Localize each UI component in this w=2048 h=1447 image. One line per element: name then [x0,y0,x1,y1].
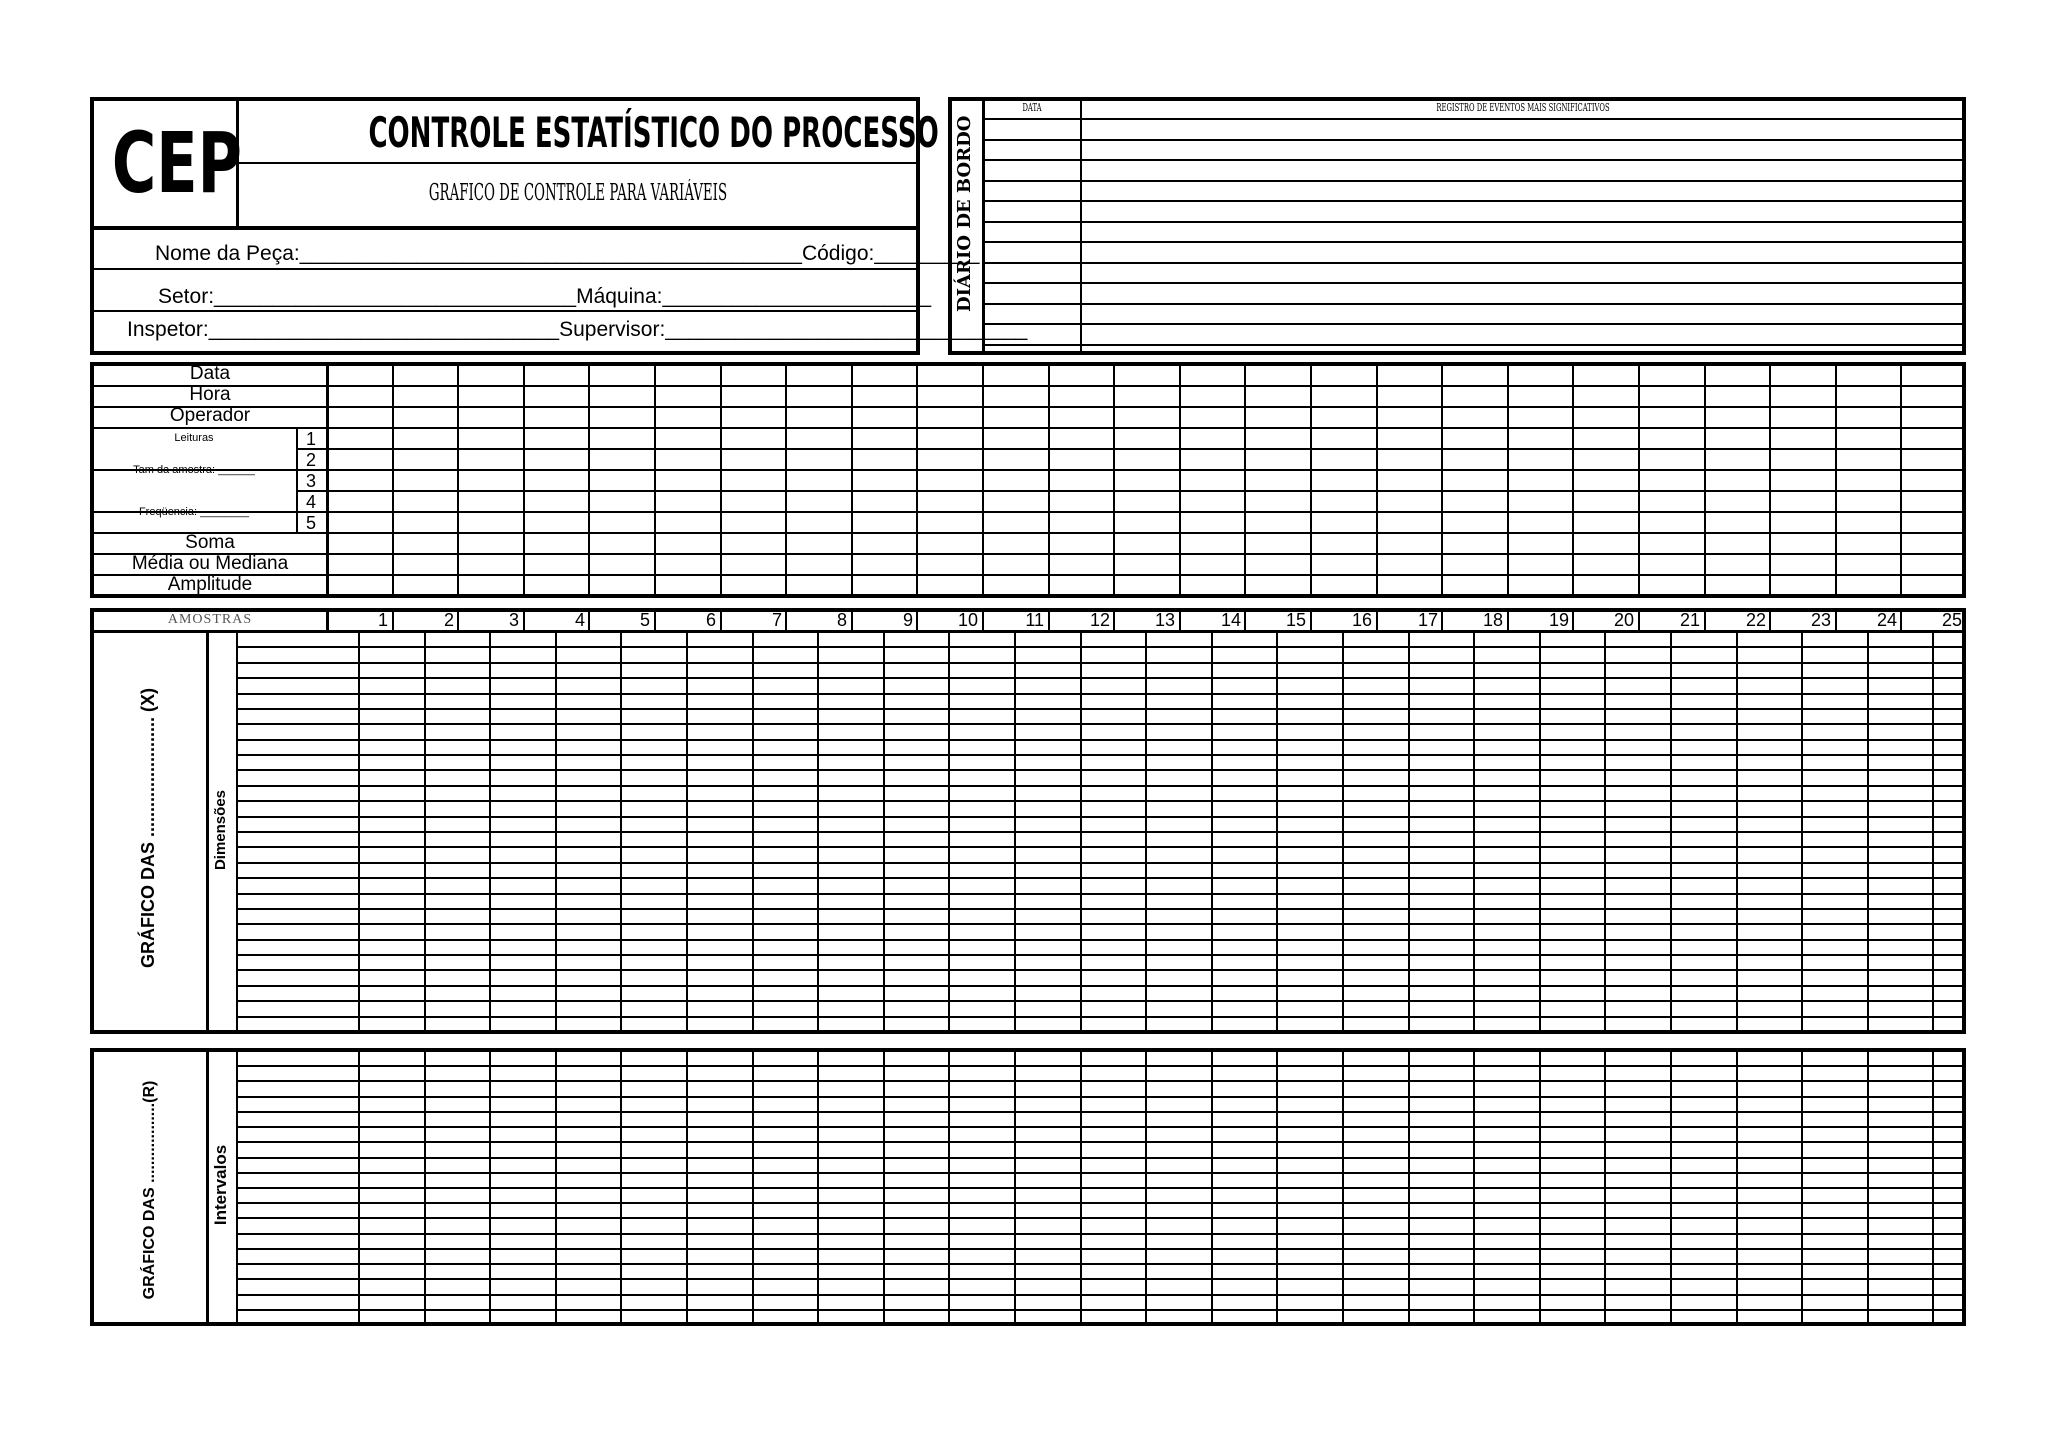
x-grid-col-line [1473,631,1475,1031]
page-subtitle: GRAFICO DE CONTROLE PARA VARIÁVEIS [428,180,728,206]
reading-number: 5 [305,513,316,533]
amostras-col-divider [1048,610,1050,631]
data-col-divider [1310,362,1312,598]
diario-col-divider [1080,97,1082,355]
r-grid-row-line [236,1141,1964,1143]
x-grid-row-line [236,739,1964,741]
r-grid-col-line [1736,1050,1738,1324]
amostras-col-divider [1179,610,1181,631]
x-grid-row-line [236,754,1964,756]
diario-row-line [982,344,1964,346]
inspector-field[interactable]: Inspetor:______________________________Supervisor:_______________________________ [127,318,1028,341]
data-col-divider [1769,362,1771,598]
r-grid-col-line [1211,1050,1213,1324]
x-grid-col-line [1867,631,1869,1031]
diario-row-line [982,180,1964,182]
data-table [90,362,1966,598]
row-label-media: Média ou Mediana [131,553,289,574]
amostras-col-divider [1507,610,1509,631]
sample-number: 1 [377,610,388,630]
x-chart-title: GRÁFICO DAS ........................ (X) [138,687,158,969]
r-grid-row-line [236,1111,1964,1113]
r-grid-row-line [236,1187,1964,1189]
r-grid-col-line [424,1050,426,1324]
data-col-divider [457,362,459,598]
amostras-label: AMOSTRAS [167,612,253,627]
x-grid-row-line [236,893,1964,895]
data-row-line [90,406,1966,408]
diario-row-line [982,282,1964,284]
r-grid-col-line [1801,1050,1803,1324]
x-grid-col-line [1276,631,1278,1031]
logo: CEP [111,114,242,212]
x-chart-title-divider [206,631,209,1031]
sample-number: 12 [1089,610,1110,630]
header-divider-2 [90,226,920,230]
sample-number: 9 [902,610,913,630]
x-grid-col-line [1539,631,1541,1031]
leituras-label: Leituras [174,432,214,444]
data-row-line [296,469,1966,471]
r-grid-col-line [1473,1050,1475,1324]
page-title: CONTROLE ESTATÍSTICO DO PROCESSO [368,108,939,157]
amostras-col-divider [1113,610,1115,631]
amostras-col-divider [1572,610,1574,631]
data-row-line [90,532,1966,534]
data-col-divider [1704,362,1706,598]
sample-number: 14 [1220,610,1241,630]
row-label-operador: Operador [169,405,251,426]
x-grid-col-line [358,631,360,1031]
sample-number: 5 [639,610,650,630]
reading-number: 1 [305,429,316,449]
amostras-col-divider [1310,610,1312,631]
sample-number: 22 [1745,610,1766,630]
amostras-col-divider [392,610,394,631]
x-grid-col-line [1604,631,1606,1031]
r-grid-col-line [883,1050,885,1324]
x-grid-row-line [236,662,1964,664]
data-col-divider [1376,362,1378,598]
x-grid-row-line [236,831,1964,833]
data-col-divider [1835,362,1837,598]
r-grid-col-line [1408,1050,1410,1324]
x-grid-col-line [883,631,885,1031]
r-grid-col-line [1932,1050,1934,1324]
x-grid-col-line [817,631,819,1031]
r-grid-col-line [1080,1050,1082,1324]
diario-col-data: DATA [1022,101,1042,114]
r-grid-col-line [1014,1050,1016,1324]
x-grid-col-line [1014,631,1016,1031]
x-grid-col-line [1342,631,1344,1031]
x-chart-axis-label: Dimensões [212,789,229,871]
r-grid-col-line [686,1050,688,1324]
amostras-col-divider [588,610,590,631]
diario-row-line [982,303,1964,305]
sample-number: 6 [705,610,716,630]
sample-number: 20 [1613,610,1634,630]
field-divider-1 [90,268,920,270]
sample-number: 3 [508,610,519,630]
data-row-line [296,490,1966,492]
sample-number: 25 [1941,610,1962,630]
sample-number: 21 [1679,610,1700,630]
r-grid-col-line [1276,1050,1278,1324]
sample-number: 11 [1025,610,1044,630]
x-grid-row-line [236,969,1964,971]
r-grid-col-line [489,1050,491,1324]
x-grid-row-line [236,908,1964,910]
data-col-divider [851,362,853,598]
amostras-col-divider [1244,610,1246,631]
x-grid-col-line [1670,631,1672,1031]
r-grid-col-line [817,1050,819,1324]
amostras-col-divider [785,610,787,631]
row-label-data: Data [189,363,231,384]
r-grid-row-line [236,1233,1964,1235]
sample-number: 15 [1285,610,1306,630]
data-row-line [90,553,1966,555]
x-grid-row-line [236,646,1964,648]
r-grid-col-line [752,1050,754,1324]
data-col-divider [1244,362,1246,598]
x-grid-col-line [489,631,491,1031]
amostras-col-divider [1441,610,1443,631]
x-grid-row-line [236,693,1964,695]
amostras-row-divider [90,630,1966,633]
x-grid-row-line [236,800,1964,802]
data-col-divider [720,362,722,598]
r-grid-row-line [236,1278,1964,1280]
x-grid-row-line [236,862,1964,864]
amostras-col-divider [1638,610,1640,631]
label-col-divider [326,362,329,598]
reading-number: 2 [305,450,316,470]
x-grid-row-line [236,985,1964,987]
diario-row-line [982,118,1964,120]
x-grid-row-line [236,877,1964,879]
row-label-soma: Soma [185,532,235,553]
x-grid-row-line [236,939,1964,941]
r-grid-col-line [1867,1050,1869,1324]
r-grid-row-line [236,1294,1964,1296]
x-grid-col-line [1080,631,1082,1031]
sample-number: 13 [1154,610,1175,630]
data-col-divider [392,362,394,598]
x-grid-row-line [236,846,1964,848]
diario-row-line [982,323,1964,325]
data-col-divider [1572,362,1574,598]
r-grid-row-line [236,1096,1964,1098]
data-col-divider [1638,362,1640,598]
data-col-divider [785,362,787,598]
data-row-line [296,448,1966,450]
data-col-divider [1441,362,1443,598]
sample-number: 19 [1548,610,1569,630]
diario-title: DIÁRIO DE BORDO [954,115,975,312]
r-grid-col-line [1539,1050,1541,1324]
data-col-divider [1113,362,1115,598]
r-grid-row-line [236,1309,1964,1311]
sample-number: 17 [1417,610,1438,630]
row-label-hora: Hora [189,384,231,405]
r-grid-col-line [358,1050,360,1324]
diario-row-line [982,241,1964,243]
sector-field[interactable]: Setor:_______________________________Máquina:_______________________ [158,285,932,308]
x-grid-col-line [424,631,426,1031]
r-grid-col-line [620,1050,622,1324]
data-col-divider [654,362,656,598]
x-grid-col-line [1801,631,1803,1031]
amostras-col-divider [654,610,656,631]
field-divider-2 [90,310,920,312]
data-col-divider [1507,362,1509,598]
data-col-divider [1179,362,1181,598]
amostras-col-divider [982,610,984,631]
x-grid-row-line [236,1016,1964,1018]
sample-number: 2 [443,610,454,630]
sample-number: 16 [1351,610,1372,630]
x-grid-col-line [1408,631,1410,1031]
r-grid-row-line [236,1065,1964,1067]
r-grid-col-line [948,1050,950,1324]
diario-row-line [982,262,1964,264]
x-grid-row-line [236,708,1964,710]
diario-de-bordo [948,97,1966,355]
amostras-col-divider [720,610,722,631]
x-grid-row-line [236,769,1964,771]
sample-number: 7 [771,610,782,630]
data-row-line [90,574,1966,576]
r-chart-axis-label: Intervalos [211,1144,230,1226]
amostras-col-divider [523,610,525,631]
reading-number: 3 [305,471,316,491]
amostras-col-divider [457,610,459,631]
frequency-field[interactable]: Freqüencia: ________ [138,506,250,518]
amostras-col-divider [1704,610,1706,631]
x-grid-row-line [236,677,1964,679]
sample-number: 18 [1482,610,1503,630]
amostras-col-divider [1900,610,1902,631]
x-grid-col-line [620,631,622,1031]
r-grid-row-line [236,1263,1964,1265]
diario-row-line [982,200,1964,202]
r-grid-col-line [1604,1050,1606,1324]
data-col-divider [982,362,984,598]
diario-row-line [982,159,1964,161]
amostras-col-divider [851,610,853,631]
r-chart-title: GRÁFICO DAS ..................(R) [141,1080,158,1300]
r-grid-col-line [1145,1050,1147,1324]
data-col-divider [1048,362,1050,598]
r-grid-row-line [236,1172,1964,1174]
x-grid-col-line [1145,631,1147,1031]
data-col-divider [1900,362,1902,598]
row-label-amplitude: Amplitude [167,574,253,595]
data-row-line [90,427,1966,429]
r-grid-row-line [236,1157,1964,1159]
amostras-col-divider [1835,610,1837,631]
r-grid-col-line [555,1050,557,1324]
sample-number: 8 [836,610,847,630]
x-grid-row-line [236,723,1964,725]
diario-divider [982,97,985,355]
x-grid-col-line [1211,631,1213,1031]
r-grid-row-line [236,1202,1964,1204]
header-divider-1 [236,162,920,164]
r-grid-row-line [236,1217,1964,1219]
diario-row-line [982,139,1964,141]
r-grid-col-line [1670,1050,1672,1324]
x-grid-col-line [948,631,950,1031]
amostras-col-divider [1376,610,1378,631]
sample-number: 10 [957,610,978,630]
reading-number: 4 [305,492,316,512]
amostras-col-divider [916,610,918,631]
x-grid-row-line [236,785,1964,787]
data-col-divider [916,362,918,598]
r-grid-row-line [236,1080,1964,1082]
x-grid-col-line [1932,631,1934,1031]
x-grid-row-line [236,923,1964,925]
data-col-divider [588,362,590,598]
sample-number: 4 [574,610,585,630]
x-grid-col-line [752,631,754,1031]
x-grid-row-line [236,1000,1964,1002]
data-col-divider [523,362,525,598]
x-grid-col-line [555,631,557,1031]
r-grid-row-line [236,1248,1964,1250]
r-grid-col-line [1342,1050,1344,1324]
sample-number: 23 [1810,610,1831,630]
x-grid-col-line [686,631,688,1031]
r-grid-row-line [236,1126,1964,1128]
sample-number: 24 [1876,610,1897,630]
x-grid-row-line [236,954,1964,956]
diario-col-registro: REGISTRO DE EVENTOS MAIS SIGNIFICATIVOS [1436,101,1610,114]
part-name-field[interactable]: Nome da Peça:___________________________________________Código:_________ [155,242,980,265]
amostras-col-divider [1769,610,1771,631]
diario-row-line [982,221,1964,223]
x-grid-row-line [236,816,1964,818]
r-chart-title-divider [206,1050,209,1324]
data-row-line [296,511,1966,513]
x-grid-col-line [1736,631,1738,1031]
sample-size-field[interactable]: Tam da amostra: ______ [133,464,255,476]
data-row-line [90,385,1966,387]
